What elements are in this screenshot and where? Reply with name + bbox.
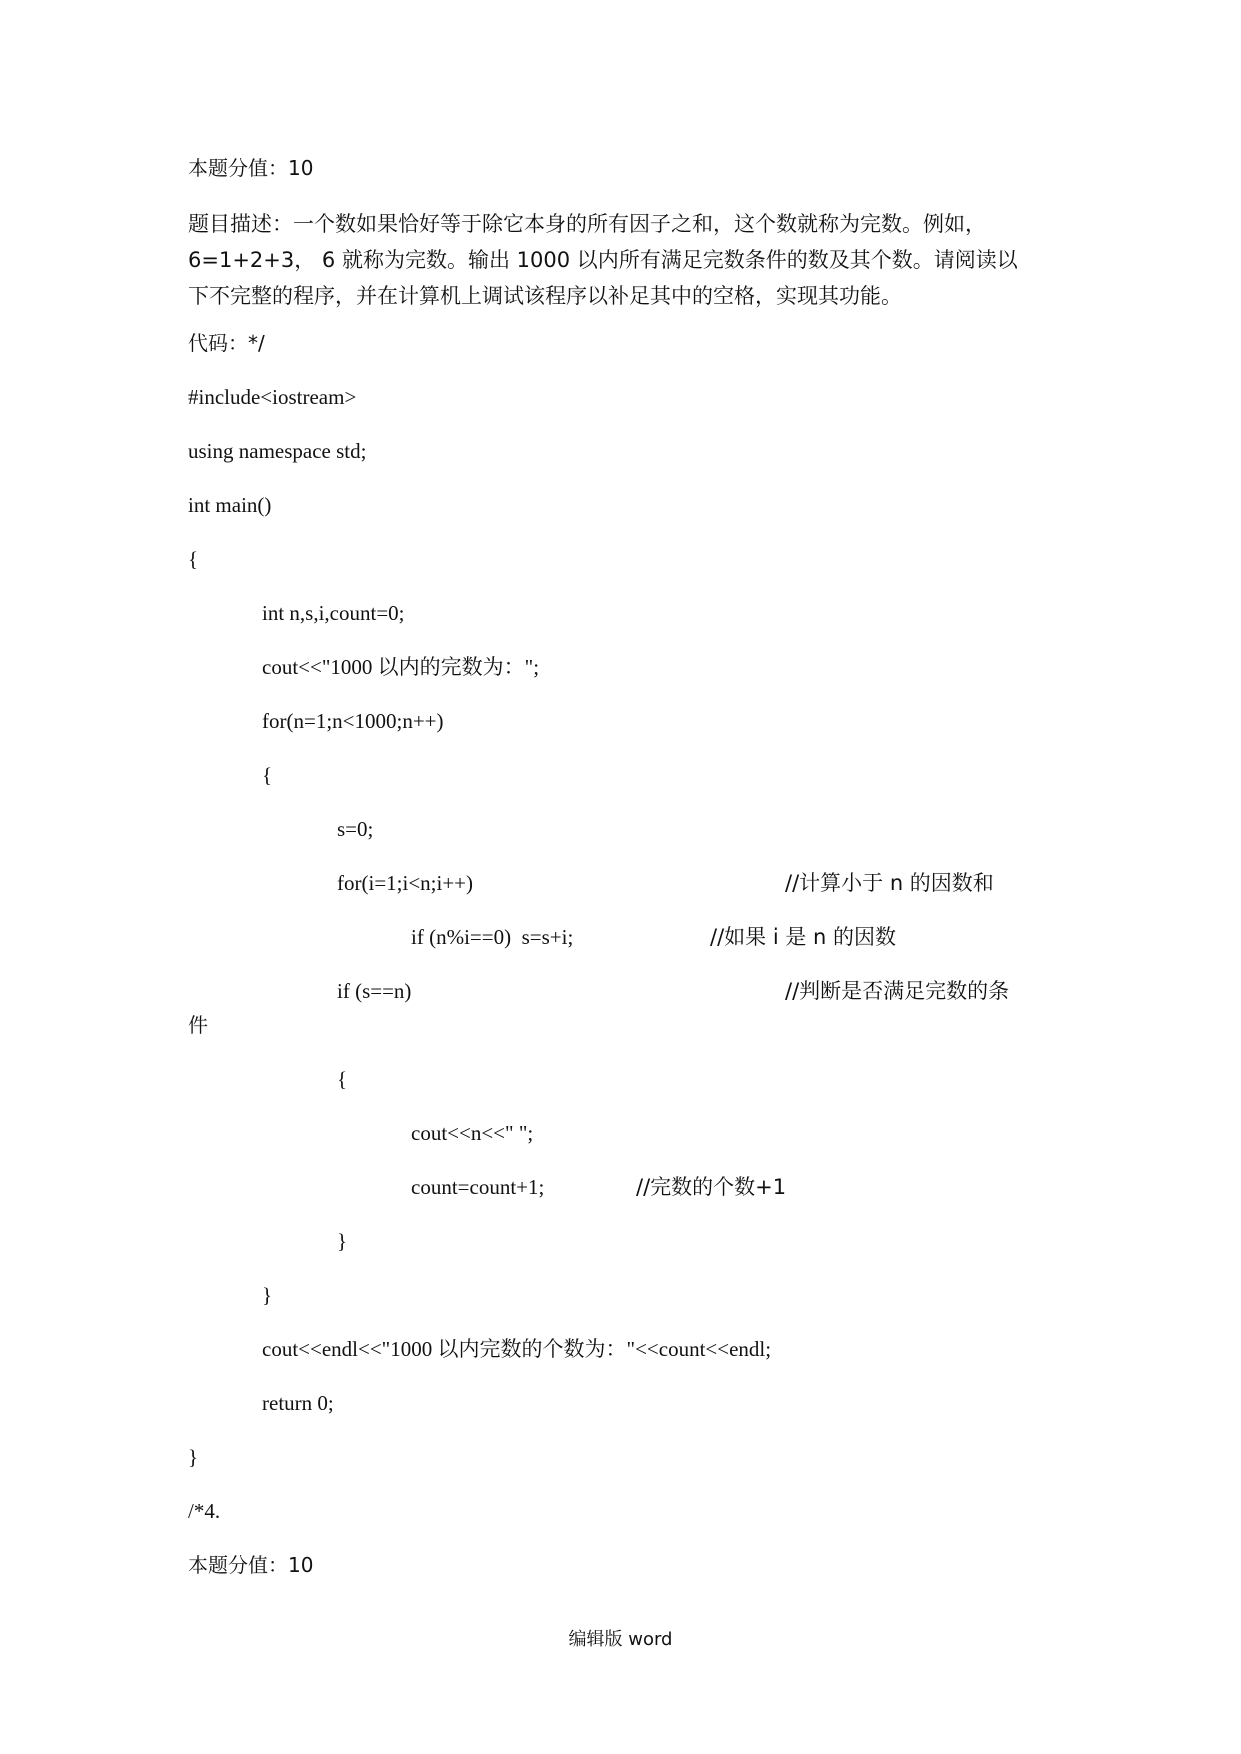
code-line-return: return 0; <box>262 1391 334 1415</box>
code-line-cout-count: cout<<endl<<"1000 以内完数的个数为："<<count<<endl; <box>262 1337 772 1361</box>
page-footer: 编辑版 word <box>568 1629 673 1650</box>
code-line-close-main: } <box>188 1445 199 1469</box>
code-line-open-main: { <box>188 547 199 571</box>
comment-if-perfect: //判断是否满足完数的条 <box>785 979 1010 1003</box>
description-line-3: 下不完整的程序，并在计算机上调试该程序以补足其中的空格，实现其功能。 <box>188 284 902 308</box>
problem-description <box>188 206 1068 314</box>
next-score-line: 本题分值：10 <box>188 1553 314 1577</box>
code-line-close-for: } <box>262 1283 273 1307</box>
code-line-include: #include<iostream> <box>188 385 357 409</box>
description-line-2: 6=1+2+3， 6 就称为完数。输出 1000 以内所有满足完数条件的数及其个数。请阅读以 <box>188 248 1018 272</box>
code-line-open-if: { <box>337 1067 348 1091</box>
comment-for-inner: //计算小于 n 的因数和 <box>785 871 994 895</box>
comment-if-perfect-wrap: 件 <box>188 1013 208 1037</box>
code-line-decl: int n,s,i,count=0; <box>262 601 405 625</box>
code-line-s-init: s=0; <box>337 817 374 841</box>
score-line: 本题分值：10 <box>188 156 314 180</box>
code-line-for-outer: for(n=1;n<1000;n++) <box>262 709 444 733</box>
code-line-using: using namespace std; <box>188 439 367 463</box>
code-line-cout-title: cout<<"1000 以内的完数为："; <box>262 655 540 679</box>
code-line-main: int main() <box>188 493 272 517</box>
code-line-open-for: { <box>262 763 273 787</box>
comment-count: //完数的个数+1 <box>636 1175 787 1199</box>
comment-if-factor: //如果 i 是 n 的因数 <box>710 925 896 949</box>
code-line-if-perfect: if (s==n) <box>337 979 412 1003</box>
code-line-cout-n: cout<<n<<" "; <box>411 1121 534 1145</box>
description-line-1: 题目描述：一个数如果恰好等于除它本身的所有因子之和，这个数就称为完数。例如， <box>188 212 986 236</box>
code-line-count-inc: count=count+1; <box>411 1175 545 1199</box>
section-marker: /*4. <box>188 1499 221 1523</box>
code-line-if-factor: if (n%i==0) s=s+i; <box>411 925 574 949</box>
code-label: 代码：*/ <box>188 331 265 355</box>
code-line-for-inner: for(i=1;i<n;i++) <box>337 871 474 895</box>
code-line-close-if: } <box>337 1229 348 1253</box>
